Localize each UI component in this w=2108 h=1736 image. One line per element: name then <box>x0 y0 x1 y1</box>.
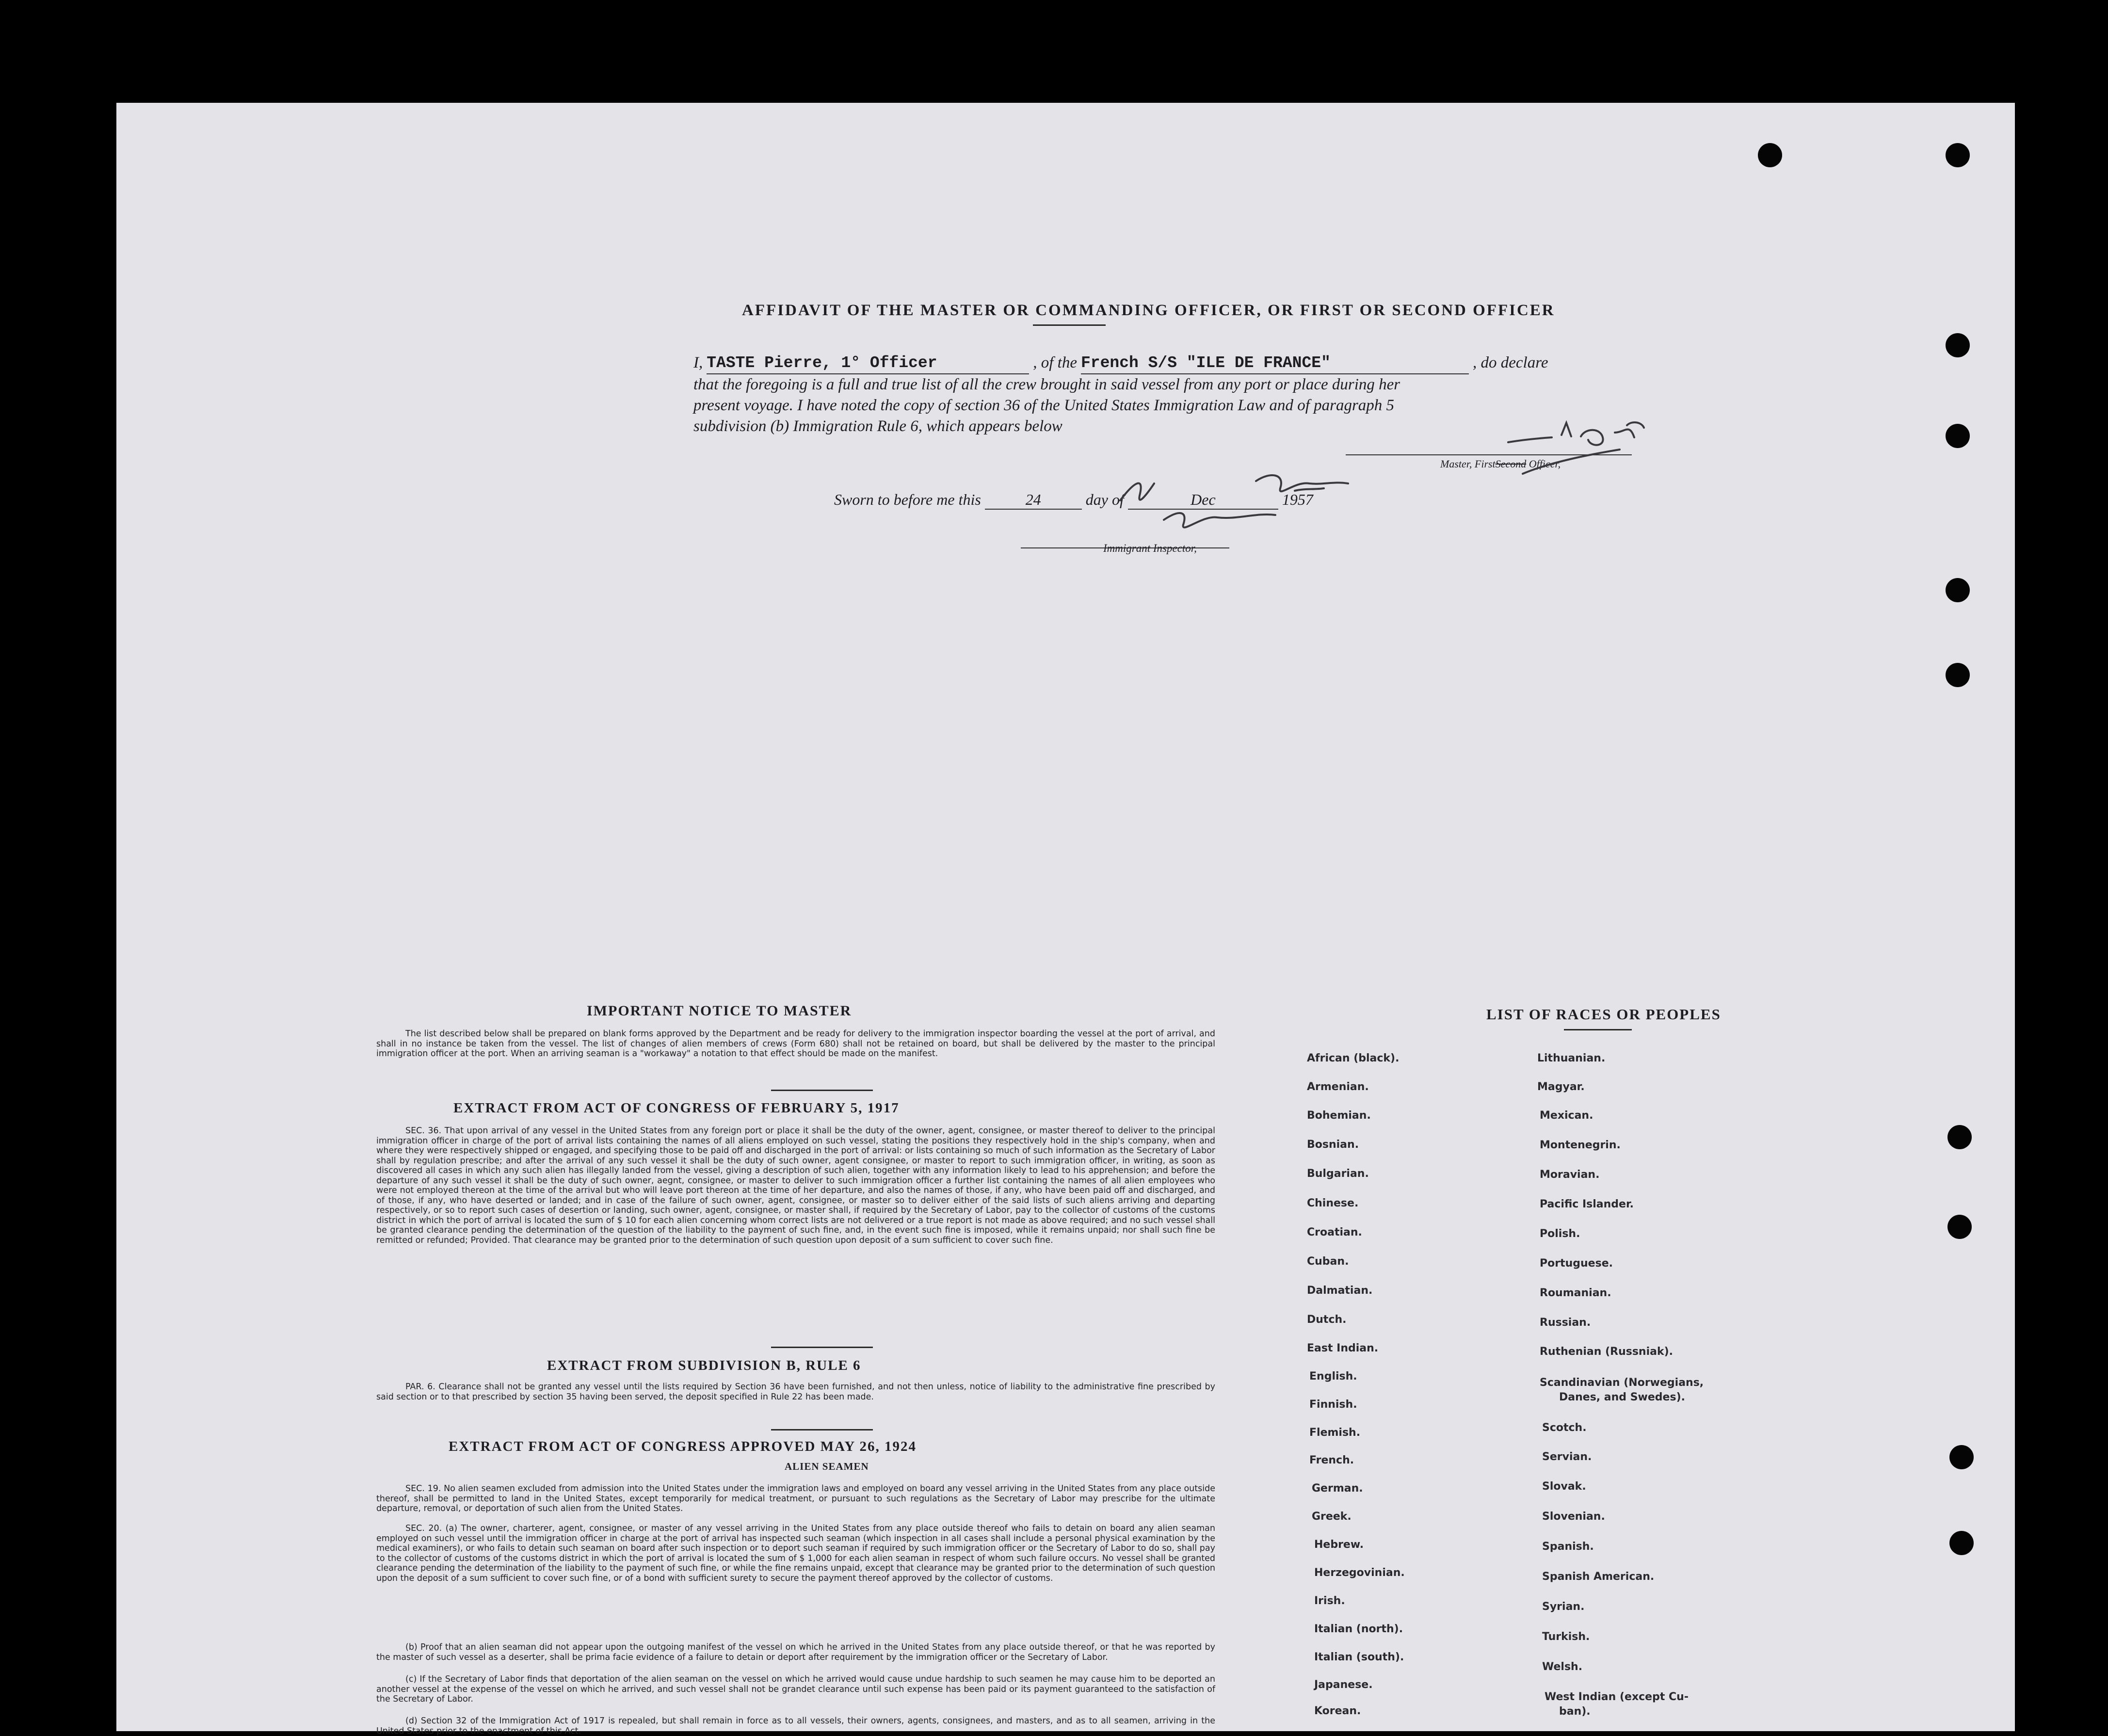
race-right: Welsh. <box>1542 1661 1583 1673</box>
race-right: Pacific Islander. <box>1540 1198 1634 1210</box>
rule6-body: PAR. 6. Clearance shall not be granted any vessel until the lists required by Section 36 have been furnished, and not then unless, notice of liability to the administrative fine prescribed by said section or to that prescribed by section 35 having been served, the deposit specified in Rule 22 has been made. <box>376 1382 1215 1402</box>
race-right: Slovak. <box>1542 1480 1586 1493</box>
sworn-year: 57 <box>1297 491 1313 508</box>
declaration-line-3: present voyage. I have noted the copy of section 36 of the United States Immigration Law and of paragraph 5 <box>693 397 1395 414</box>
sworn-day-of: day of <box>1085 491 1124 508</box>
race-right: Slovenian. <box>1542 1511 1605 1523</box>
race-left: Greek. <box>1312 1511 1352 1523</box>
race-left: Chinese. <box>1307 1197 1359 1209</box>
race-left: Hebrew. <box>1314 1539 1364 1551</box>
binder-hole <box>1949 1445 1974 1469</box>
sec19-body: SEC. 19. No alien seamen excluded from admission into the United States under the immigration laws and employed on board any vessel arriving in the United States from any place outside thereof, shall be permitted to land in the United States, except temporarily for medical treatment, or pursuant to such regulations as the Secretary of Labor may prescribe for the ultimate departure, removal, or deportation of such alien from the United States. <box>376 1484 1215 1513</box>
race-left: Italian (south). <box>1314 1651 1404 1663</box>
race-right: Ruthenian (Russniak). <box>1540 1346 1674 1358</box>
declaration-line-2: that the foregoing is a full and true list of all the crew brought in said vessel from any port or place during her <box>693 376 1400 393</box>
sec20d-body: (d) Section 32 of the Immigration Act of 1917 is repealed, but shall remain in force as to all vessels, their owners, agents, consignees, and masters, and as to all seamen, arriving in the United States prior to the enactment of this Act. <box>376 1716 1215 1736</box>
race-left: Bosnian. <box>1307 1139 1359 1151</box>
rule6-title: EXTRACT FROM SUBDIVISION B, RULE 6 <box>547 1358 861 1373</box>
extract-1917-title: EXTRACT FROM ACT OF CONGRESS OF FEBRUARY 5, 1917 <box>453 1100 900 1116</box>
inspector-caption: Immigrant Inspector, <box>1103 542 1197 554</box>
race-right: ban). <box>1559 1705 1591 1718</box>
officer-caption-struck: Second <box>1495 458 1527 470</box>
notice-rule <box>771 1090 873 1091</box>
race-right: Turkish. <box>1542 1631 1590 1643</box>
notice-title: IMPORTANT NOTICE TO MASTER <box>587 1003 852 1019</box>
race-left: English. <box>1309 1370 1357 1382</box>
binder-hole <box>1946 663 1970 687</box>
affidavit-title: AFFIDAVIT OF THE MASTER OR COMMANDING OFFICER, OR FIRST OR SECOND OFFICER <box>742 302 1555 319</box>
sec20a-body: SEC. 20. (a) The owner, charterer, agent, consignee, or master of any vessel arriving in the United States from any place outside thereof who fails to detain on board any alien seaman employed on such vessel until the immigration officer in charge at the port of arrival has inspected such seaman (which inspection in all cases shall include a personal physical examination by the medical examiners), or who fails to detain such seaman on board after such inspection or to deport such seaman if required by such immigration officer or the Secretary of Labor to do so, shall pay to the collector of customs of the customs district in which the port of arrival is located the sum of $ 1,000 for each alien seaman in respect of whom such failure occurs. No vessel shall be granted clearance pending the determination of the liability to the payment of such fine, or while the fine remains unpaid, except that clearance may be granted prior to the determination of such question upon the deposit of a sum sufficient to cover such fine, or of a bond with sufficient surety to secure the payment thereof approved by the collector of customs. <box>376 1524 1215 1583</box>
race-left: French. <box>1309 1454 1354 1466</box>
race-right: Danes, and Swedes). <box>1559 1391 1685 1403</box>
declaration-do-declare: , do declare <box>1472 354 1548 371</box>
races-title: LIST OF RACES OR PEOPLES <box>1486 1006 1721 1023</box>
officer-name-field: TASTE Pierre, 1° Officer <box>707 353 1029 374</box>
sworn-year-prefix: 19 <box>1282 491 1298 508</box>
race-right: Roumanian. <box>1540 1287 1611 1299</box>
sec20c-body: (c) If the Secretary of Labor finds that deportation of the alien seaman on the vessel on which he arrived would cause undue hardship to such seamen he may cause him to be deported an another vessel at the expense of the vessel on which he arrived, and such vessel shall not be grandet clearance until such expense has been paid or its payment guaranteed to the satisfaction of the Secretary of Labor. <box>376 1674 1215 1704</box>
race-right: West Indian (except Cu- <box>1545 1691 1689 1703</box>
binder-hole <box>1946 424 1970 448</box>
race-left: Dutch. <box>1307 1314 1347 1326</box>
race-right: Moravian. <box>1540 1169 1600 1181</box>
race-right: Servian. <box>1542 1451 1592 1463</box>
officer-caption-suffix: Officer, <box>1529 458 1561 470</box>
extract-1924-title: EXTRACT FROM ACT OF CONGRESS APPROVED MAY 26, 1924 <box>449 1439 917 1454</box>
vessel-name-field: French S/S "ILE DE FRANCE" <box>1081 353 1469 374</box>
race-right: Lithuanian. <box>1537 1052 1606 1064</box>
sworn-prefix: Sworn to before me this <box>834 491 981 508</box>
declaration-line-4: subdivision (b) Immigration Rule 6, which appears below <box>693 418 1062 435</box>
race-left: Herzegovinian. <box>1314 1567 1405 1579</box>
sworn-month: Dec <box>1128 491 1278 510</box>
race-right: Spanish. <box>1542 1541 1594 1553</box>
race-right: Russian. <box>1540 1317 1591 1329</box>
sec20b-body: (b) Proof that an alien seaman did not appear upon the outgoing manifest of the vessel on which he arrived in the United States from any place outside thereof, or that he was reported by the master of such vessel as a deserter, shall be prima facie evidence of a failure to detain or deport after requirement by the immigration officer or the Secretary of Labor. <box>376 1642 1215 1662</box>
race-left: Croatian. <box>1307 1226 1362 1238</box>
race-left: Armenian. <box>1307 1081 1369 1093</box>
race-left: East Indian. <box>1307 1342 1379 1354</box>
binder-hole <box>1946 578 1970 602</box>
rule6-rule <box>771 1429 873 1431</box>
race-right: Scotch. <box>1542 1422 1587 1434</box>
extract-1917-rule <box>771 1347 873 1348</box>
sworn-day: 24 <box>985 491 1082 510</box>
race-left: Cuban. <box>1307 1255 1349 1268</box>
race-left: African (black). <box>1307 1052 1400 1064</box>
race-left: Flemish. <box>1309 1427 1361 1439</box>
races-title-rule <box>1564 1029 1632 1030</box>
binder-hole <box>1758 143 1782 167</box>
affidavit-title-rule <box>1033 324 1106 326</box>
race-right: Syrian. <box>1542 1601 1585 1613</box>
extract-1917-body: SEC. 36. That upon arrival of any vessel in the United States from any foreign port or place it shall be the duty of the owner, agent, consignee, or master thereof to deliver to the principal immigration officer in charge of the port of arrival lists containing the names of all aliens employed on such vessel, stating the positions they respectively hold in the ship's company, when and where they were respectively shipped or engaged, and specifying those to be paid off and discharged in the port of arrival: or lists containing so much of such information as the Secretary of Labor shall by regulation prescribe; and after the arrival of any such vessel it shall be the duty of such owner, agent consignee, or master to report to such immigration officer, in writing, as soon as discovered all cases in which any such alien has illegally landed from the vessel, giving a description of such alien, together with any information likely to lead to his apprehension; and before the departure of any such vessel it shall be the duty of such owner, aegnt, consignee, or master to deliver to such immigration officer a further list containing the names of all alien employees who were not employed thereon at the time of the arrival but who will leave port thereon at the time of her departure, and also the names of those, if any, who have been paid off and discharged, and of those, if any, who have deserted or landed; and in case of the failure of such owner, agent, consignee, or master so to deliver either of the said lists of such aliens arriving and departing respectively, or so to report such cases of desertion or landing, such owner, agent, consignee, or master shall, if required by the Secretary of Labor, pay to the collector of customs of the customs district in which the port of arrival is located the sum of $ 10 for each alien concerning whom correct lists are not delivered or a true report is not made as above required; and no such vessel shall be granted clearance pending the determination of the question of the liability to the payment of such fine, and, in the event such fine is imposed, while it remains unpaid; nor shall such fine be remitted or refunded; Provided. That clearance may be granted prior to the determination of such question upon deposit of a sum sufficient to cover such fine. <box>376 1126 1215 1245</box>
binder-hole <box>1946 333 1970 357</box>
race-right: Montenegrin. <box>1540 1139 1621 1151</box>
binder-hole <box>1947 1215 1972 1239</box>
declaration-of-the: , of the <box>1033 354 1077 371</box>
officer-signature <box>1503 413 1668 481</box>
notice-body: The list described below shall be prepared on blank forms approved by the Department and be ready for delivery to the immigration inspector boarding the vessel at the port of arrival, and shall in no instance be taken from the vessel. The list of changes of alien members of crews (Form 680) shall not be retained on board, but shall be delivered by the master to the principal immigration officer at the port. When an arriving seaman is a "workaway" a notation to that effect should be made on the manifest. <box>376 1029 1215 1059</box>
race-left: Bulgarian. <box>1307 1168 1369 1180</box>
race-left: Italian (north). <box>1314 1623 1403 1635</box>
race-right: Magyar. <box>1537 1081 1585 1093</box>
race-right: Portuguese. <box>1540 1257 1613 1270</box>
race-right: Polish. <box>1540 1228 1580 1240</box>
inspector-signature <box>1110 462 1363 544</box>
race-left: Dalmatian. <box>1307 1285 1373 1297</box>
race-right: Spanish American. <box>1542 1571 1655 1583</box>
race-left: Bohemian. <box>1307 1109 1371 1122</box>
extract-1924-subtitle: ALIEN SEAMEN <box>785 1461 869 1472</box>
race-right: Scandinavian (Norwegians, <box>1540 1377 1704 1389</box>
declaration-i: I, <box>693 354 703 371</box>
race-left: Finnish. <box>1309 1398 1357 1411</box>
officer-caption-prefix: Master, First <box>1440 458 1496 470</box>
race-left: Korean. <box>1314 1705 1361 1717</box>
binder-hole <box>1947 1125 1972 1149</box>
race-left: German. <box>1312 1482 1363 1495</box>
binder-hole <box>1949 1531 1974 1555</box>
affidavit-declaration <box>693 353 1610 437</box>
race-right: Mexican. <box>1540 1109 1593 1122</box>
race-left: Irish. <box>1314 1595 1345 1607</box>
binder-hole <box>1946 143 1970 167</box>
race-left: Japanese. <box>1314 1679 1373 1691</box>
document-page <box>116 103 2015 1736</box>
